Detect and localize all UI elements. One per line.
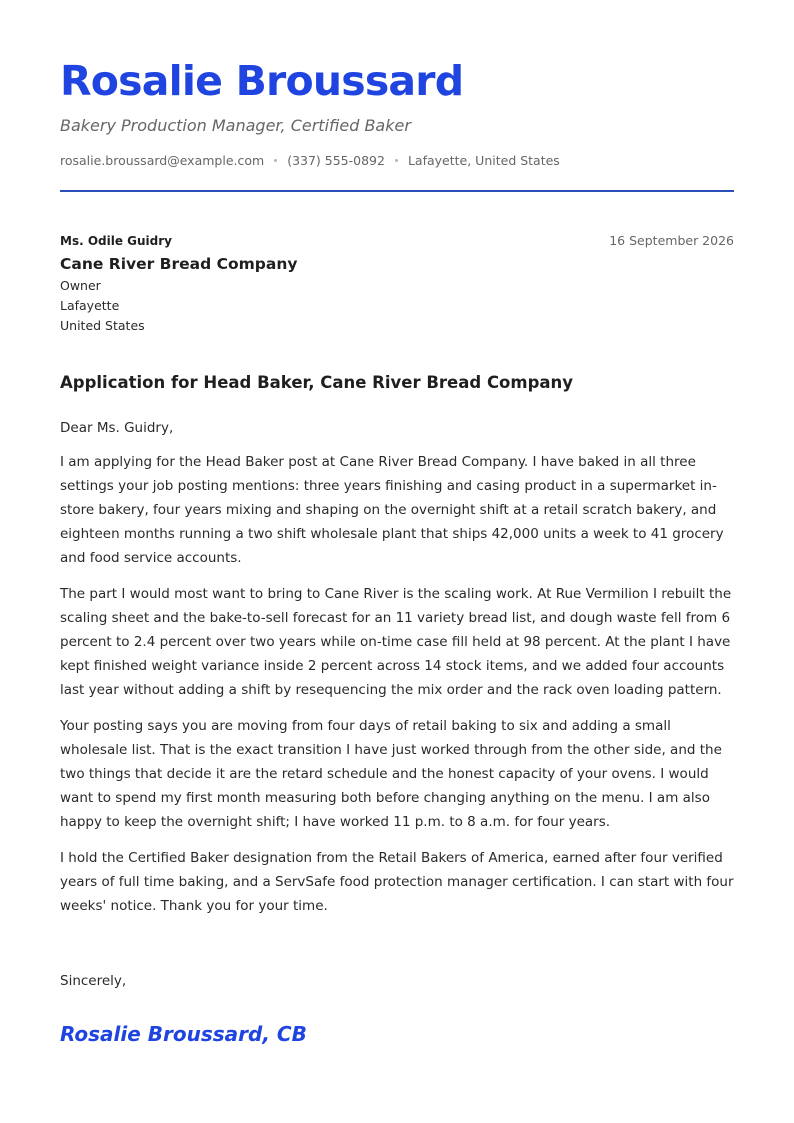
contact-email[interactable]: rosalie.broussard@example.com	[60, 153, 265, 168]
letter-paragraph: Your posting says you are moving from four days of retail baking to six and adding a small wholesale list. That is the exact transition I have just worked through from the other side, and the two things that decide it are the retard schedule and the honest capacity of your ovens. I would want to spend my first month measuring both before changing anything on the menu. I am also happy to keep the overnight shift; I have worked 11 p.m. to 8 a.m. for four years.	[60, 718, 722, 830]
contact-phone[interactable]: (337) 555-0892	[287, 153, 385, 168]
contact-location: Lafayette, United States	[407, 153, 560, 168]
letter-subject: Application for Head Baker, Cane River Bread Company	[60, 373, 574, 392]
recipient-company: Cane River Bread Company	[60, 255, 298, 273]
recipient-role: Owner	[60, 278, 101, 293]
applicant-title: Bakery Production Manager, Certified Baker	[60, 116, 411, 135]
header-divider	[60, 190, 734, 192]
letter-closing: Sincerely,	[60, 973, 127, 989]
letter-paragraph: The part I would most want to bring to Cane River is the scaling work. At Rue Vermilion I rebuilt the scaling sheet and the bake-to-sell forecast for an 11 variety bread list, and dough waste fell from 6 percent to 2.4 percent over two years while on-time case fill held at 98 percent. At the plant I have kept finished weight variance inside 2 percent across 14 stock items, and we added four accounts last year without adding a shift by resequencing the mix order and the rack oven loading pattern.	[60, 586, 732, 698]
recipient-city: Lafayette	[60, 298, 120, 313]
signature: Rosalie Broussard, CB	[60, 1022, 307, 1046]
applicant-name: Rosalie Broussard	[60, 57, 464, 105]
separator-dot-icon	[395, 159, 398, 162]
letter-date: 16 September 2026	[609, 233, 734, 248]
separator-dot-icon	[274, 159, 277, 162]
letter-paragraph: I am applying for the Head Baker post at Cane River Bread Company. I have baked in all three settings your job posting mentions: three years finishing and casing product in a supermarket in-store bakery, four years mixing and shaping on the overnight shift at a retail scratch bakery, and eighteen months running a two shift wholesale plant that ships 42,000 units a week to 41 grocery and food service accounts.	[60, 454, 724, 566]
letter-body	[60, 416, 734, 930]
contact-line	[60, 152, 560, 170]
recipient-name: Ms. Odile Guidry	[60, 234, 172, 248]
letter-paragraph: I hold the Certified Baker designation from the Retail Bakers of America, earned after four verified years of full time baking, and a ServSafe food protection manager certification. I can start with four weeks' notice. Thank you for your time.	[60, 850, 734, 914]
letter-greeting: Dear Ms. Guidry,	[60, 420, 174, 436]
recipient-country: United States	[60, 318, 145, 333]
